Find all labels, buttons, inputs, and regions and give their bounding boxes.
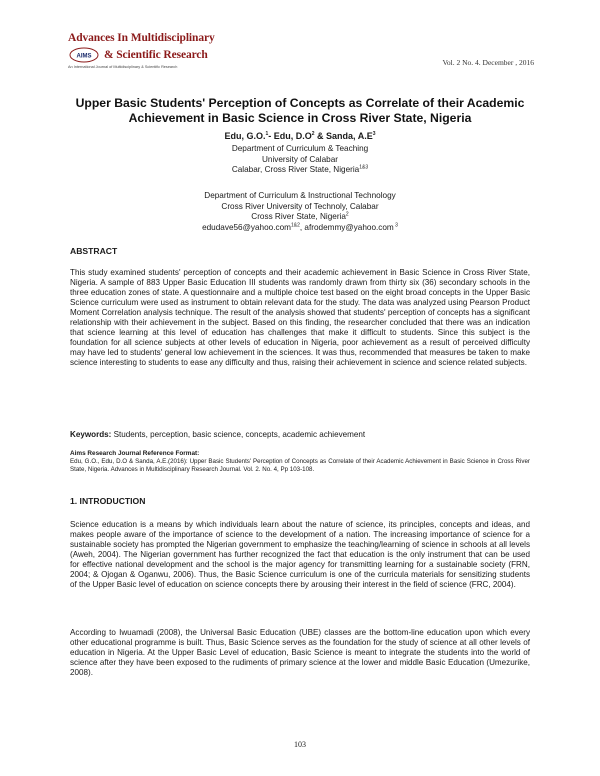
- introduction-paragraph-1: Science education is a means by which individuals learn about the nature of science, its principles, concepts and ideas, and makes people aware of the importance of science to the development of a nation. The increasing importance of science for a sustainable society has prompted the Nigerian government to emphasize the teaching/learning of science in schools at all levels (Aweh, 2004). The Nigerian government has further recognized the fact that education is the only instrument that can be used for effective national development and the school is the major agency for transmitting learning for a sustainable society (FRN, 2004; & Ojogan & Oganwu, 2006). Thus, the Basic Science curriculum is one of the curricula materials for sensitizing students of the Upper Basic level of education on science concepts there by arousing their interest in the field of science (FRC, 2004).: [70, 520, 530, 590]
- svg-text:AIMS: AIMS: [76, 53, 92, 60]
- keywords-text: Students, perception, basic science, concepts, academic achievement: [111, 430, 366, 439]
- introduction-paragraph-2: According to Iwuamadi (2008), the Universal Basic Education (UBE) classes are the bottom-line education upon which every other educational programme is built. Thus, Basic Science serves as the foundation for the study of science at all other levels of education in Nigeria. At the Upper Basic Level of education, Basic Science is meant to integrate the students into the world of science after they have been exposed to the rudiments of primary science at the lower and middle Basic Education (Umezurike, 2008).: [70, 628, 530, 678]
- email-2[interactable]: , afrodemmy@yahoo.com: [299, 222, 394, 232]
- paper-title: Upper Basic Students' Perception of Concepts as Correlate of their Academic Achievement in Basic Science in Cross River State, Nigeria: [75, 96, 525, 125]
- introduction-heading: 1. INTRODUCTION: [70, 496, 146, 506]
- email-1[interactable]: edudave56@yahoo.com: [202, 222, 291, 232]
- journal-tagline: An International Journal of Multidisciplinary & Scientific Research: [68, 65, 178, 69]
- reference-text: Edu, G.O., Edu, D.O & Sanda, A.E.(2016): Upper Basic Students' Perception of Concepts as Correlate of their Academic Achievement in Basic Science in Cross River State, Nigeria. Advances in Multidisciplinary Research Journal. Vol. 2. No. 4, Pp 103-108.: [70, 458, 530, 473]
- author-emails: edudave56@yahoo.com$^{1\&2}$, afrodemmy@yahoo.com $^3$: [202, 221, 398, 232]
- journal-name-line2: & Scientific Research: [104, 49, 208, 61]
- abstract-body: This study examined students' perception of concepts and their academic achievement in Basic Science in Cross River State, Nigeria. A sample of 883 Upper Basic Education III students was randomly drawn from thirty six (36) secondary schools in the three education zones of state. A questionnaire and a multiple choice test based on the eight broad concepts in the Upper Basic Science curriculum were used as instrument to obtain relevant data for the study. The data was analyzed using Pearson Product Moment Correlation analysis technique. The result of the analysis showed that students' perception of concepts has a significant relationship with their achievement in the subject. Based on this finding, the researcher concluded that there was an indication that science learning at this level of education has challenges that make it difficult to students. Since this subject is the foundation for all science subjects at other levels of education in Nigeria, poor achievement as a result of perceived difficulty may have led to students' general low achievement in the sciences. It was thus, recommended that measures be taken to make science interesting to students to ease any difficulty and thus, raising their achievement in science and science related subjects.: [70, 268, 530, 368]
- keywords-label: Keywords:: [70, 430, 112, 439]
- author-list: Edu, G.O.$^1$- Edu, $D.O^2$ & Sanda, $A.E^3$: [224, 131, 376, 141]
- page-number: 103: [294, 740, 306, 749]
- abstract-heading: ABSTRACT: [70, 246, 118, 256]
- aims-emblem-icon: [68, 46, 100, 64]
- reference-format: [70, 450, 530, 474]
- reference-heading: Aims Research Journal Reference Format:: [70, 450, 200, 457]
- affiliation-2: Department of Curriculum & Instructional Technology Cross River University of Technoly, Calabar Cross River State, Nigeria$^2$ edudave56@yahoo.com$^{1\&2}$, afrodemmy@yahoo.com $^3$: [70, 191, 530, 233]
- keywords: [70, 430, 365, 439]
- journal-name-line1: Advances In Multidisciplinary: [68, 32, 215, 44]
- volume-info: Vol. 2 No. 4. December , 2016: [442, 58, 534, 67]
- author-3: & Sanda, A.E: [314, 131, 373, 141]
- author-2: - Edu, D.O: [268, 131, 312, 141]
- author-1: Edu, G.O.: [224, 131, 266, 141]
- affiliation-1: Department of Curriculum & Teaching University of Calabar Calabar, Cross River State, Nigeria$^{1\&3}$: [231, 144, 369, 174]
- journal-logo: [68, 32, 218, 78]
